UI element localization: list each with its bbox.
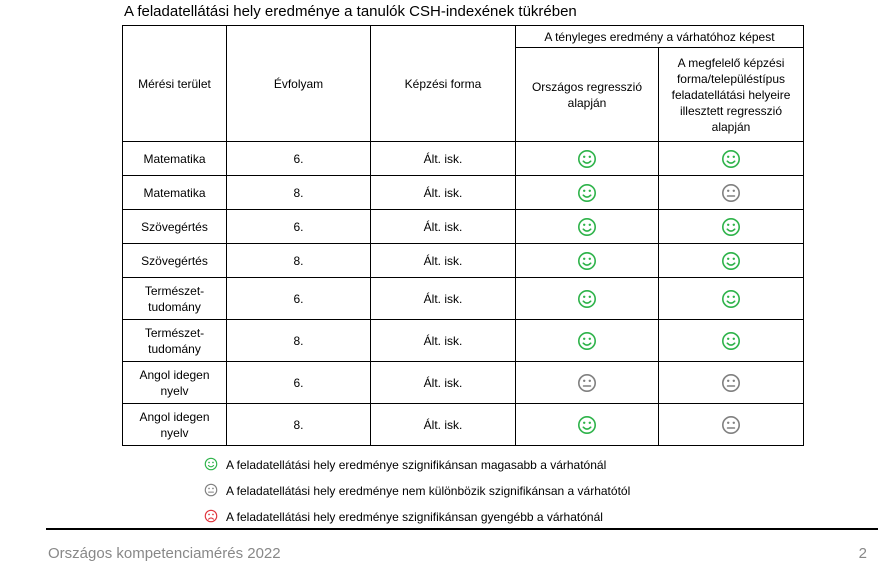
neutral-gray-icon	[721, 415, 741, 435]
grade-cell: 8.	[227, 176, 371, 210]
form-cell: Ált. isk.	[371, 142, 516, 176]
area-cell: Szövegértés	[123, 210, 227, 244]
form-cell: Ált. isk.	[371, 320, 516, 362]
footer-rule	[46, 528, 878, 530]
smiley-green-icon	[204, 457, 218, 471]
form-cell: Ált. isk.	[371, 210, 516, 244]
national-result-cell	[516, 142, 659, 176]
form-cell: Ált. isk.	[371, 278, 516, 320]
smiley-green-icon	[721, 331, 741, 351]
smiley-green-icon	[577, 251, 597, 271]
table-row	[123, 320, 804, 362]
smiley-green-icon	[721, 217, 741, 237]
legend-text: A feladatellátási hely eredménye szignifikánsan magasabb a várhatónál	[226, 458, 607, 472]
table-row	[123, 404, 804, 446]
fitted-result-cell	[659, 362, 804, 404]
smiley-green-icon	[577, 149, 597, 169]
table-row	[123, 362, 804, 404]
legend-item	[204, 457, 606, 472]
form-cell: Ált. isk.	[371, 404, 516, 446]
table-row	[123, 176, 804, 210]
table-row	[123, 278, 804, 320]
grade-cell: 6.	[227, 362, 371, 404]
smiley-green-icon	[721, 251, 741, 271]
smiley-green-icon	[577, 289, 597, 309]
fitted-result-cell	[659, 176, 804, 210]
neutral-gray-icon	[204, 483, 218, 497]
form-cell: Ált. isk.	[371, 244, 516, 278]
fitted-result-cell	[659, 320, 804, 362]
area-cell: Természet-tudomány	[123, 278, 227, 320]
neutral-gray-icon	[721, 183, 741, 203]
area-cell: Matematika	[123, 142, 227, 176]
table-row	[123, 210, 804, 244]
fitted-result-cell	[659, 142, 804, 176]
national-result-cell	[516, 176, 659, 210]
smiley-green-icon	[721, 289, 741, 309]
smiley-green-icon	[577, 183, 597, 203]
legend-text: A feladatellátási hely eredménye nem különbözik szignifikánsan a várhatótól	[226, 484, 631, 498]
national-result-cell	[516, 210, 659, 244]
grade-cell: 8.	[227, 244, 371, 278]
fitted-result-cell	[659, 278, 804, 320]
grade-cell: 8.	[227, 404, 371, 446]
legend-item	[204, 483, 630, 498]
smiley-green-icon	[577, 217, 597, 237]
legend-item	[204, 509, 603, 524]
form-cell: Ált. isk.	[371, 362, 516, 404]
national-result-cell	[516, 320, 659, 362]
national-result-cell	[516, 362, 659, 404]
national-result-cell	[516, 404, 659, 446]
fitted-result-cell	[659, 210, 804, 244]
smiley-green-icon	[577, 331, 597, 351]
grade-cell: 8.	[227, 320, 371, 362]
grade-cell: 6.	[227, 210, 371, 244]
header-form: Képzési forma	[371, 26, 516, 142]
page-title: A feladatellátási hely eredménye a tanulók CSH-indexének tükrében	[124, 3, 577, 20]
smiley-green-icon	[577, 415, 597, 435]
neutral-gray-icon	[721, 373, 741, 393]
table-row	[123, 142, 804, 176]
national-result-cell	[516, 244, 659, 278]
header-fitted: A megfelelő képzési forma/településtípus feladatellátási helyeire illesztett regresszió alapján	[659, 48, 804, 142]
page-number: 2	[858, 545, 867, 562]
area-cell: Szövegértés	[123, 244, 227, 278]
neutral-gray-icon	[577, 373, 597, 393]
header-grade: Évfolyam	[227, 26, 371, 142]
area-cell: Matematika	[123, 176, 227, 210]
grade-cell: 6.	[227, 142, 371, 176]
frown-red-icon	[204, 509, 218, 523]
fitted-result-cell	[659, 244, 804, 278]
smiley-green-icon	[721, 149, 741, 169]
header-area: Mérési terület	[123, 26, 227, 142]
table-body	[123, 142, 804, 446]
table-header-row	[123, 26, 804, 48]
results-table	[122, 25, 804, 446]
footer-title: Országos kompetenciamérés 2022	[48, 545, 281, 562]
national-result-cell	[516, 278, 659, 320]
legend-text: A feladatellátási hely eredménye szignifikánsan gyengébb a várhatónál	[226, 510, 603, 524]
fitted-result-cell	[659, 404, 804, 446]
area-cell: Természet-tudomány	[123, 320, 227, 362]
header-national: Országos regresszió alapján	[516, 48, 659, 142]
table-row	[123, 244, 804, 278]
form-cell: Ált. isk.	[371, 176, 516, 210]
area-cell: Angol idegen nyelv	[123, 404, 227, 446]
header-group: A tényleges eredmény a várhatóhoz képest	[516, 26, 804, 48]
grade-cell: 6.	[227, 278, 371, 320]
area-cell: Angol idegen nyelv	[123, 362, 227, 404]
